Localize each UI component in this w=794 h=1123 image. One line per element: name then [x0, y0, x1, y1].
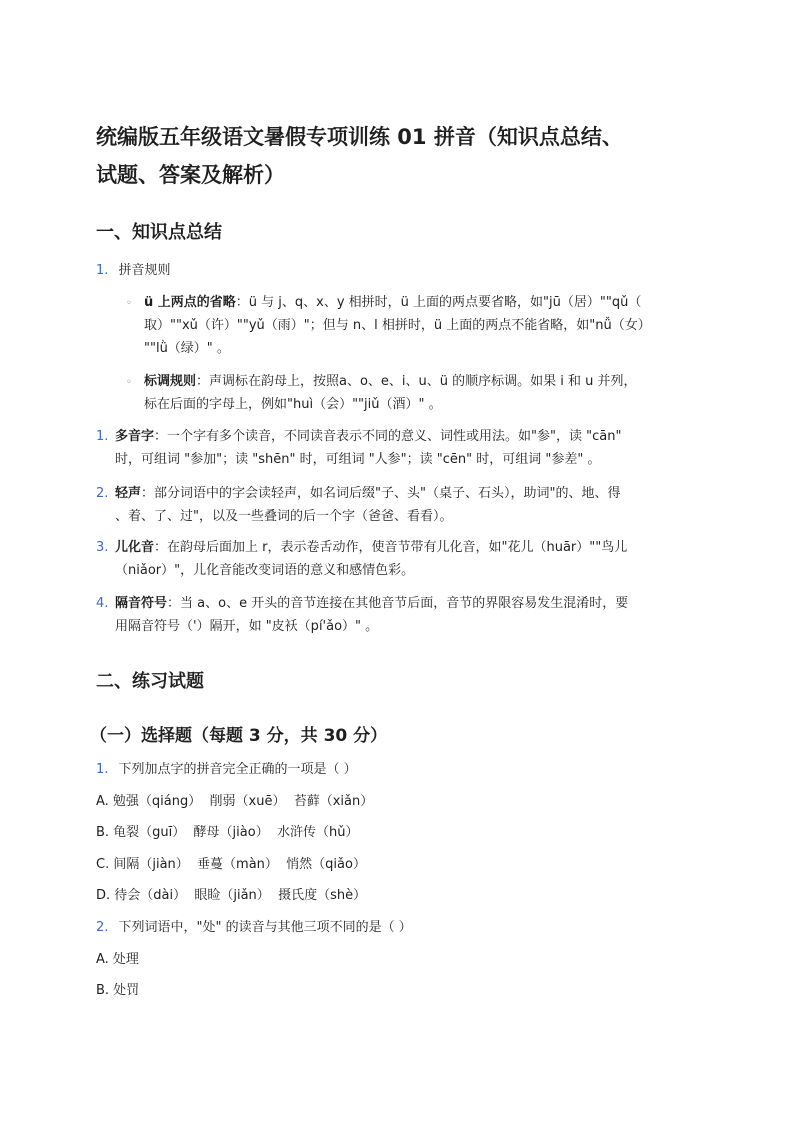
option-b: B. 处罚: [96, 983, 140, 998]
option-c: C. 间隔（jiàn） 垂蔓（màn） 悄然（qiǎo）: [96, 857, 366, 872]
question-stem: 下列加点字的拼音完全正确的一项是（ ）: [118, 762, 357, 777]
document-page: [90, 118, 696, 998]
bullet-mark: ◦: [126, 298, 132, 309]
section-heading-knowledge: 一、知识点总结: [96, 222, 222, 243]
list-label: 拼音规则: [118, 263, 171, 278]
list-number-neutral-tone: 2.: [96, 486, 109, 501]
document-title: [96, 118, 696, 194]
subsection-heading-choice: （一）选择题（每题 3 分，共 30 分）: [90, 726, 388, 746]
section-heading-exercises: 二、练习试题: [96, 671, 204, 692]
bullet-text-umlaut-rule: ü 上两点的省略：ü 与 j、q、x、y 相拼时，ü 上面的两点要省略，如"jū（居）""qǔ（ 取）""xǔ（许）""yǔ（雨）"；但与 n、l 相拼时，ü 上面的两点不能省略，如"nǚ（女） ""lǜ（绿）" 。: [144, 295, 651, 356]
question-1: 1. 下列加点字的拼音完全正确的一项是（ ）: [96, 762, 357, 777]
list-item-neutral-tone: 轻声：部分词语中的字会读轻声，如名词后缀"子、头"（桌子、石头），助词"的、地、得 、着、了、过"，以及一些叠词的后一个字（爸爸、看看）。: [115, 486, 621, 524]
list-number-erhua: 3.: [96, 540, 109, 555]
list-item-pinyin-rules: [96, 259, 171, 282]
option-b: B. 龟裂（guī） 酵母（jiào） 水浒传（hǔ）: [96, 825, 359, 840]
question-2: 2. 下列词语中，"处" 的读音与其他三项不同的是（ ）: [96, 920, 412, 935]
bullet-mark: ◦: [126, 377, 132, 388]
bullet-item-umlaut-rule: [126, 291, 132, 315]
bullet-item-tone-rule: [126, 370, 132, 394]
list-number-polyphone: 1.: [96, 429, 109, 444]
bullet-bold-label: ü 上两点的省略: [144, 295, 236, 310]
bullet-bold-label: 标调规则: [144, 374, 197, 389]
title-line-2: 试题、答案及解析）: [96, 163, 285, 187]
bullet-text-tone-rule: 标调规则：声调标在韵母上，按照a、o、e、i、u、ü 的顺序标调。如果 i 和 u 并列， 标在后面的字母上，例如"huì（会）""jiǔ（酒）" 。: [144, 374, 637, 412]
list-item-apostrophe: 隔音符号：当 a、o、e 开头的音节连接在其他音节后面，音节的界限容易发生混淆时，要 用隔音符号（'）隔开，如 "皮袄（pí'ǎo）" 。: [115, 596, 629, 634]
list-item-polyphone: 多音字：一个字有多个读音，不同读音表示不同的意义、词性或用法。如"参"，读 "cān" 时，可组词 "参加"；读 "shēn" 时，可组词 "人参"；读 "cēn" 时，可组词 "参差" 。: [115, 429, 622, 467]
title-line-1: 统编版五年级语文暑假专项训练 01 拼音（知识点总结、: [96, 125, 623, 149]
list-item-erhua: 儿化音：在韵母后面加上 r，表示卷舌动作，使音节带有儿化音，如"花儿（huār）""鸟儿 （niǎor）"，儿化音能改变词语的意义和感情色彩。: [115, 540, 628, 578]
option-d: D. 待会（dài） 眼睑（jiǎn） 摄氏度（shè）: [96, 888, 367, 903]
list-number: 1.: [96, 263, 109, 278]
list-number-apostrophe: 4.: [96, 596, 109, 611]
option-a: A. 处理: [96, 952, 139, 967]
question-stem: 下列词语中，"处" 的读音与其他三项不同的是（ ）: [118, 920, 412, 935]
option-a: A. 勉强（qiáng） 削弱（xuē） 苔藓（xiǎn）: [96, 794, 374, 809]
